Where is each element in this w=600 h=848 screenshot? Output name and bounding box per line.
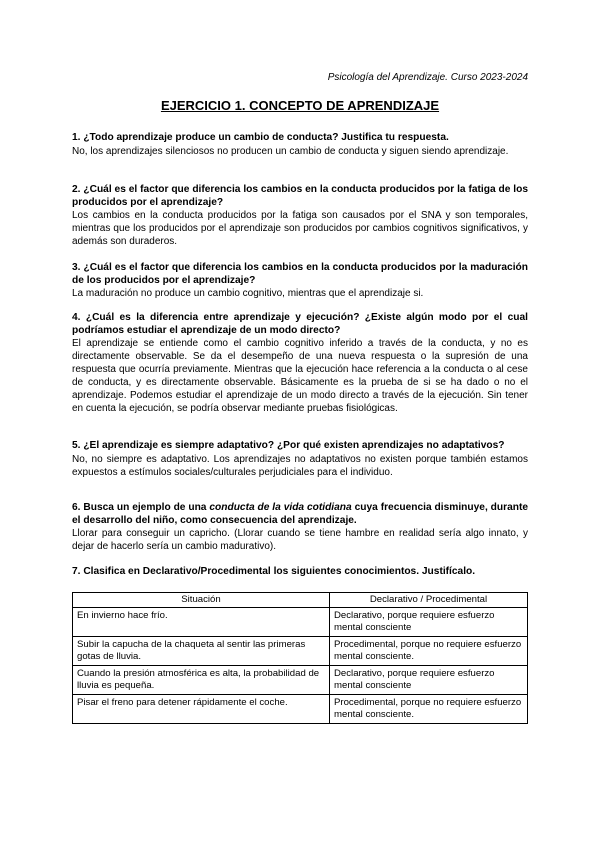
question-6-text-end: cuya frecuencia disminuye, durante el desarrollo del niño, como consecuencia del aprendizaje. xyxy=(72,502,529,526)
table-cell-type: Declarativo, porque requiere esfuerzo mental consciente xyxy=(330,608,528,637)
column-header-situation: Situación xyxy=(73,593,330,608)
question-6-text-emphasis: conducta de la vida cotidiana xyxy=(209,502,352,513)
question-4 xyxy=(72,312,528,415)
table-row xyxy=(73,608,528,637)
question-3-text: 3. ¿Cuál es el factor que diferencia los cambios en la conducta producidos por la maduración de los producidos por el aprendizaje? xyxy=(72,262,528,286)
table-cell-situation: En invierno hace frío. xyxy=(73,608,330,637)
question-4-answer: El aprendizaje se entiende como el cambio cognitivo inferido a través de la conducta, y no es directamente observable. Se da el desempeño de una nueva respuesta o la supresión de una respuesta que ocurría previamente. Mientras que la ejecución hace referencia a la conducta o al cese de conducta, y es directamente observable. Básicamente es la prueba de si se ha dado o no el aprendizaje. Podemos estudiar el aprendizaje de un modo directo a través de la ejecución. Sin tener en cuenta la ejecución, se podría observar mediante pruebas fisiológicas. xyxy=(72,338,528,414)
table-cell-situation: Cuando la presión atmosférica es alta, la probabilidad de lluvia es pequeña. xyxy=(73,666,330,695)
question-2-text: 2. ¿Cuál es el factor que diferencia los cambios en la conducta producidos por la fatiga de los producidos por el aprendizaje? xyxy=(72,184,528,208)
page-title: EJERCICIO 1. CONCEPTO DE APRENDIZAJE xyxy=(160,98,440,113)
question-2 xyxy=(72,184,528,248)
question-5-answer: No, no siempre es adaptativo. Los aprendizajes no adaptativos no existen porque también estamos expuestos a estímulos sociales/culturales perjudiciales para el individuo. xyxy=(72,453,528,478)
column-header-type: Declarativo / Procedimental xyxy=(330,593,528,608)
question-6-text xyxy=(72,502,528,527)
table-cell-situation: Subir la capucha de la chaqueta al sentir las primeras gotas de lluvia. xyxy=(73,637,330,666)
table-header-row xyxy=(73,593,528,608)
table-row xyxy=(73,637,528,666)
question-1-text: 1. ¿Todo aprendizaje produce un cambio de conducta? Justifica tu respuesta. xyxy=(72,132,449,143)
question-5 xyxy=(72,440,528,479)
question-3-answer: La maduración no produce un cambio cognitivo, mientras que el aprendizaje si. xyxy=(72,288,424,299)
question-5-text: 5. ¿El aprendizaje es siempre adaptativo? ¿Por qué existen aprendizajes no adaptativos? xyxy=(72,440,505,451)
question-7-text: 7. Clasifica en Declarativo/Procedimental los siguientes conocimientos. Justifícalo. xyxy=(72,566,476,577)
course-header: Psicología del Aprendizaje. Curso 2023-2024 xyxy=(327,72,528,83)
table-row xyxy=(73,695,528,724)
question-6-text-start: 6. Busca un ejemplo de una xyxy=(72,502,210,513)
question-2-answer: Los cambios en la conducta producidos por la fatiga son causados por el SNA y son temporales, mientras que los producidos por el aprendizaje son producidos por cambios cognitivos significativos, y además son duraderos. xyxy=(72,210,528,247)
question-1-answer: No, los aprendizajes silenciosos no producen un cambio de conducta y siguen siendo aprendizaje. xyxy=(72,145,509,157)
table-row xyxy=(73,666,528,695)
question-7 xyxy=(72,566,528,579)
table-cell-type: Procedimental, porque no requiere esfuerzo mental consciente. xyxy=(330,695,528,724)
question-6 xyxy=(72,502,528,553)
question-4-text: 4. ¿Cuál es la diferencia entre aprendizaje y ejecución? ¿Existe algún modo por el cual podríamos estudiar el aprendizaje de un modo directo? xyxy=(72,312,528,336)
question-1 xyxy=(72,132,528,158)
table-cell-type: Declarativo, porque requiere esfuerzo mental consciente xyxy=(330,666,528,695)
question-3 xyxy=(72,262,528,300)
classification-table xyxy=(72,592,528,724)
table-cell-type: Procedimental, porque no requiere esfuerzo mental consciente. xyxy=(330,637,528,666)
table-cell-situation: Pisar el freno para detener rápidamente el coche. xyxy=(73,695,330,724)
question-6-answer: Llorar para conseguir un capricho. (Llorar cuando se tiene hambre en realidad sería algo innato, y dejar de hacerlo sería un cambio madurativo). xyxy=(72,528,528,552)
